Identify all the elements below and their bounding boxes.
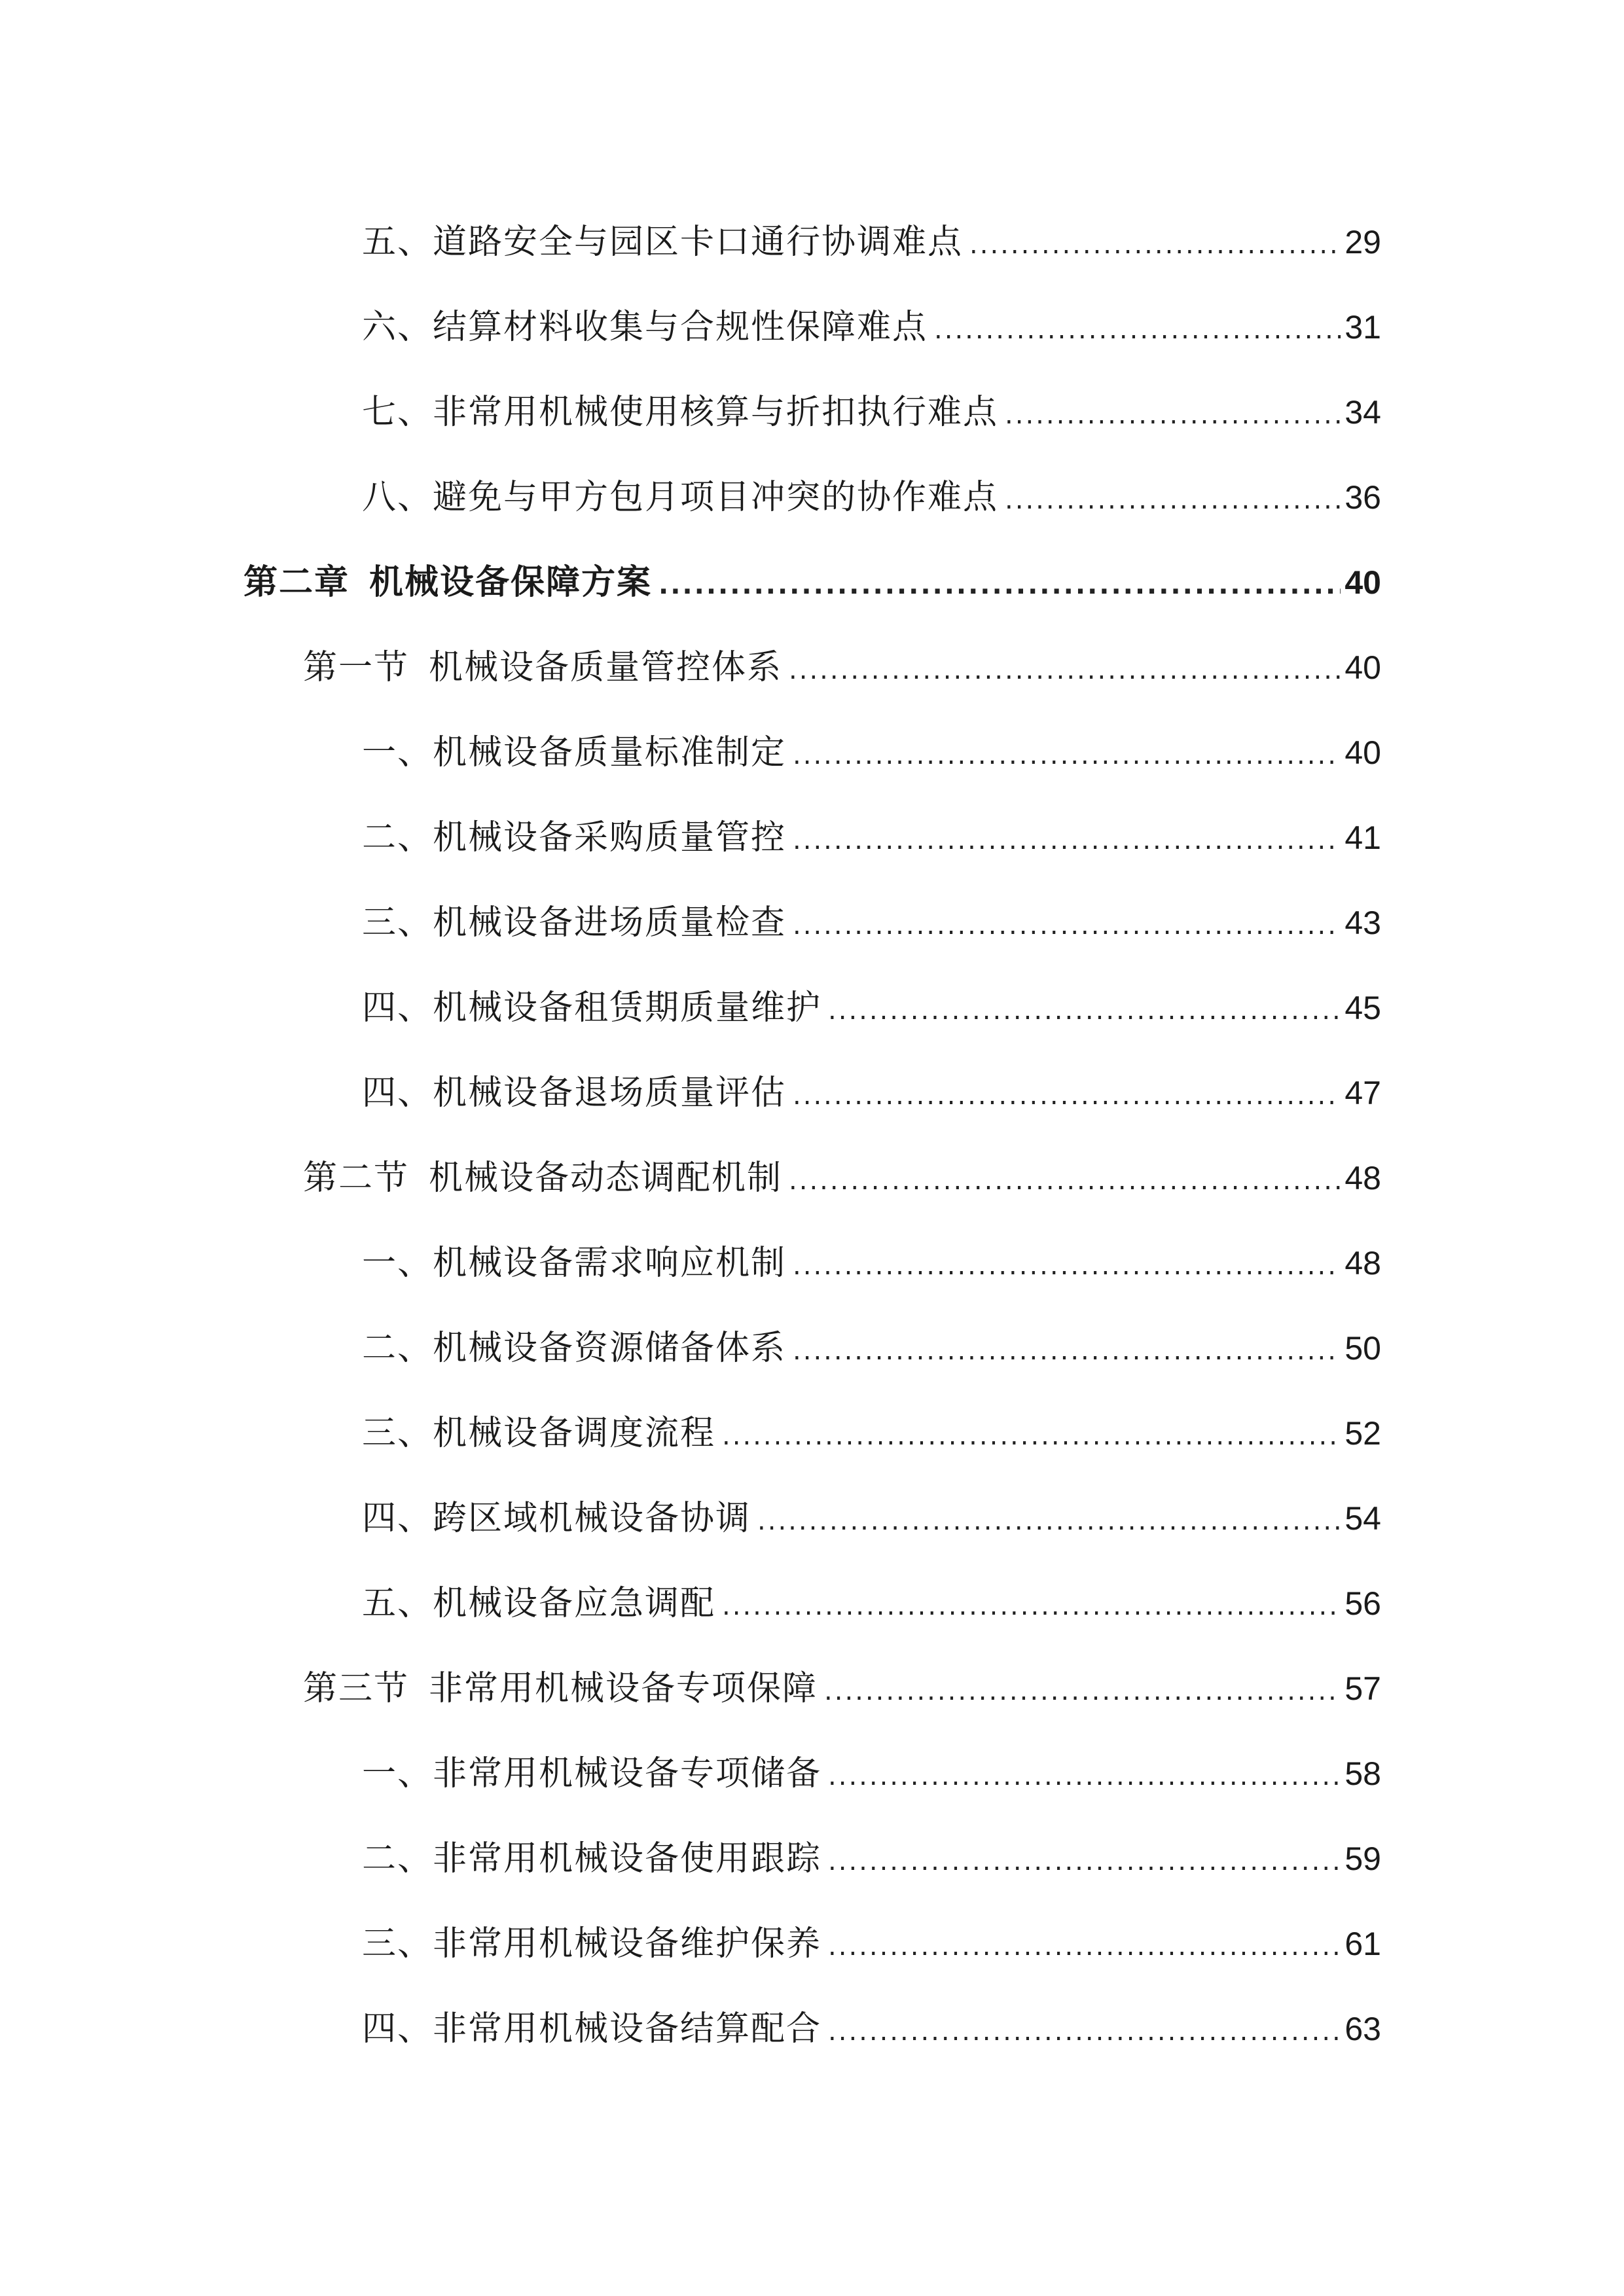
toc-entry[interactable] xyxy=(362,1492,1381,1545)
toc-leader-dots xyxy=(757,1495,1341,1547)
toc-page-number: 59 xyxy=(1344,1840,1381,1877)
toc-entry-title: 三、非常用机械设备维护保养 xyxy=(362,1924,822,1964)
toc-page-number: 41 xyxy=(1344,819,1381,856)
toc-entry-title: 六、结算材料收集与合规性保障难点 xyxy=(362,308,928,347)
toc-entry-title: 一、机械设备需求响应机制 xyxy=(362,1244,787,1283)
toc-entry[interactable] xyxy=(362,1237,1381,1289)
toc-page-number: 54 xyxy=(1344,1500,1381,1537)
toc-section-title: 机械设备动态调配机制 xyxy=(429,1158,783,1198)
toc-page-number: 63 xyxy=(1344,2011,1381,2047)
toc-leader-dots xyxy=(1005,474,1341,526)
toc-entry-title: 一、机械设备质量标准制定 xyxy=(362,733,787,772)
toc-entry-title: 八、避免与甲方包月项目冲突的协作难点 xyxy=(362,478,999,517)
toc-page-number: 45 xyxy=(1344,990,1381,1026)
toc-leader-dots xyxy=(793,899,1341,952)
toc-section-entry[interactable] xyxy=(303,1152,1381,1204)
toc-section-label: 第三节 xyxy=(303,1669,410,1708)
toc-leader-dots xyxy=(828,1920,1341,1973)
toc-entry[interactable] xyxy=(362,471,1381,524)
toc-entry-title xyxy=(303,1662,818,1715)
toc-entry-title xyxy=(303,1152,782,1204)
toc-leader-dots xyxy=(934,304,1341,356)
toc-entry[interactable] xyxy=(362,812,1381,864)
toc-leader-dots xyxy=(722,1580,1341,1632)
toc-entry[interactable] xyxy=(362,1577,1381,1630)
toc-section-label: 第一节 xyxy=(303,648,410,687)
toc-page-number: 61 xyxy=(1344,1926,1381,1962)
toc-entry[interactable] xyxy=(362,216,1381,268)
toc-entry[interactable] xyxy=(362,386,1381,439)
toc-section-entry[interactable] xyxy=(303,641,1381,694)
toc-entry-title: 四、非常用机械设备结算配合 xyxy=(362,2009,822,2049)
toc-entry[interactable] xyxy=(362,897,1381,949)
toc-entry[interactable] xyxy=(362,1918,1381,1970)
toc-entry[interactable] xyxy=(362,1833,1381,1885)
toc-page-number: 34 xyxy=(1344,394,1381,431)
toc-entry-title xyxy=(244,556,652,609)
toc-entry-title: 五、机械设备应急调配 xyxy=(362,1584,716,1623)
toc-page-number: 40 xyxy=(1344,734,1381,771)
toc-leader-dots xyxy=(789,1155,1341,1207)
toc-chapter-entry[interactable] xyxy=(244,556,1381,609)
toc-entry[interactable] xyxy=(362,1067,1381,1119)
toc-page-number: 40 xyxy=(1344,649,1381,686)
toc-leader-dots xyxy=(793,1325,1341,1377)
toc-entry[interactable] xyxy=(362,2003,1381,2055)
toc-leader-dots xyxy=(789,644,1341,696)
toc-entry[interactable] xyxy=(362,726,1381,779)
toc-leader-dots xyxy=(793,729,1341,781)
toc-leader-dots xyxy=(659,559,1341,611)
toc-leader-dots xyxy=(828,1835,1341,1888)
toc-leader-dots xyxy=(828,1750,1341,1803)
toc-page-number: 31 xyxy=(1344,309,1381,346)
toc-chapter-title: 机械设备保障方案 xyxy=(369,563,653,602)
toc-entry-title xyxy=(303,641,782,694)
toc-entry-title: 三、机械设备调度流程 xyxy=(362,1414,716,1453)
toc-leader-dots xyxy=(722,1410,1341,1462)
toc-leader-dots xyxy=(828,984,1341,1037)
toc-entry[interactable] xyxy=(362,301,1381,353)
toc-section-title: 非常用机械设备专项保障 xyxy=(429,1669,818,1708)
toc-entry-title: 四、机械设备退场质量评估 xyxy=(362,1073,787,1113)
toc-leader-dots xyxy=(793,1240,1341,1292)
toc-entry-title: 三、机械设备进场质量检查 xyxy=(362,903,787,942)
toc-page-number: 50 xyxy=(1344,1330,1381,1367)
toc-leader-dots xyxy=(793,1069,1341,1122)
toc-entry-title: 二、机械设备资源储备体系 xyxy=(362,1329,787,1368)
toc-entry[interactable] xyxy=(362,1407,1381,1460)
toc-entry[interactable] xyxy=(362,1748,1381,1800)
toc-page-number: 47 xyxy=(1344,1075,1381,1111)
toc-leader-dots xyxy=(828,2005,1341,2058)
toc-leader-dots xyxy=(824,1665,1341,1717)
toc-section-label: 第二节 xyxy=(303,1158,410,1198)
toc-entry[interactable] xyxy=(362,982,1381,1034)
toc-page-number: 36 xyxy=(1344,479,1381,516)
toc-entry-title: 五、道路安全与园区卡口通行协调难点 xyxy=(362,223,964,262)
toc-leader-dots xyxy=(1005,389,1341,441)
toc-page-number: 48 xyxy=(1344,1160,1381,1196)
toc-page-number: 58 xyxy=(1344,1755,1381,1792)
toc-entry-title: 七、非常用机械使用核算与折扣执行难点 xyxy=(362,393,999,432)
toc-page-number: 48 xyxy=(1344,1245,1381,1282)
toc-entry-title: 二、非常用机械设备使用跟踪 xyxy=(362,1839,822,1878)
toc-section-entry[interactable] xyxy=(303,1662,1381,1715)
toc-page-number: 29 xyxy=(1344,224,1381,260)
toc-entry-title: 一、非常用机械设备专项储备 xyxy=(362,1754,822,1793)
toc-entry-title: 四、机械设备租赁期质量维护 xyxy=(362,988,822,1028)
toc-leader-dots xyxy=(793,814,1341,867)
toc-chapter-label: 第二章 xyxy=(244,563,350,602)
toc-page-number: 57 xyxy=(1344,1670,1381,1707)
toc-entry-title: 四、跨区域机械设备协调 xyxy=(362,1499,751,1538)
toc-section-title: 机械设备质量管控体系 xyxy=(429,648,783,687)
toc-leader-dots xyxy=(969,219,1341,271)
toc-page-number: 43 xyxy=(1344,905,1381,941)
toc-entry-title: 二、机械设备采购质量管控 xyxy=(362,818,787,857)
toc-entry[interactable] xyxy=(362,1322,1381,1374)
toc-page-number: 56 xyxy=(1344,1585,1381,1622)
toc-page-number: 40 xyxy=(1344,564,1381,601)
toc-page-number: 52 xyxy=(1344,1415,1381,1452)
